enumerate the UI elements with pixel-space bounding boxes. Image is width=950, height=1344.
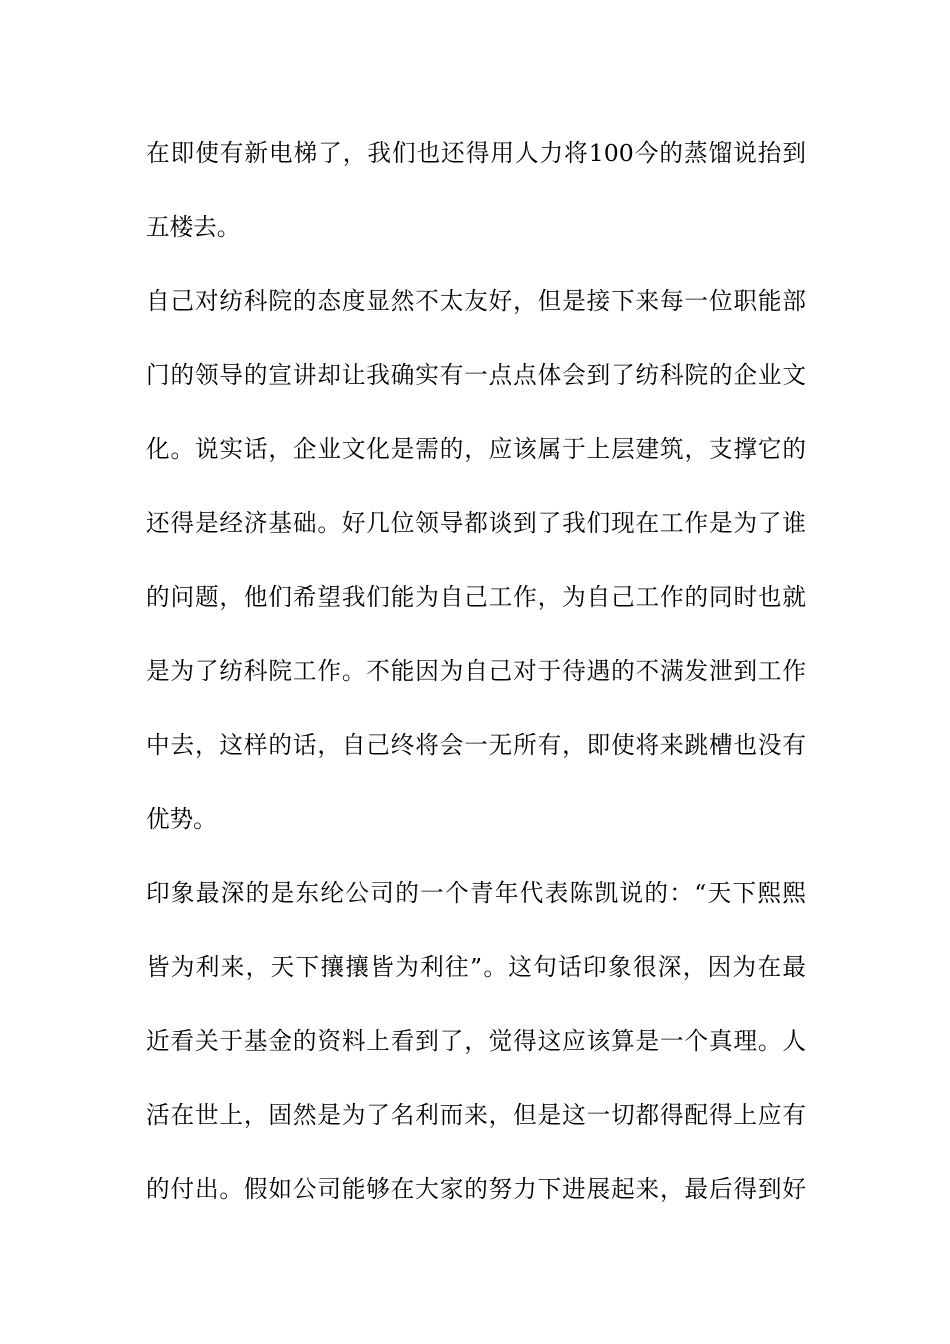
text-line: 是为了纺科院工作。不能因为自己对于待遇的不满发泄到工作 <box>146 657 806 685</box>
text-line: 优势。 <box>146 805 217 833</box>
text-line: 活在世上，固然是为了名利而来，但是这一切都得配得上应有 <box>146 1101 806 1129</box>
text-line: 自己对纺科院的态度显然不太友好，但是接下来每一位职能部 <box>146 287 806 315</box>
text-line: 化。说实话，企业文化是需的，应该属于上层建筑，支撑它的 <box>146 435 806 463</box>
text-line: 五楼去。 <box>146 213 241 241</box>
text-line: 的付出。假如公司能够在大家的努力下进展起来，最后得到好 <box>146 1175 806 1203</box>
text-line: 中去，这样的话，自己终将会一无所有，即使将来跳槽也没有 <box>146 731 806 759</box>
text-line: 在即使有新电梯了，我们也还得用人力将100今的蒸馏说抬到 <box>146 139 806 167</box>
text-line: 近看关于基金的资料上看到了，觉得这应该算是一个真理。人 <box>146 1027 806 1055</box>
text-line: 还得是经济基础。好几位领导都谈到了我们现在工作是为了谁 <box>146 509 806 537</box>
text-line: 皆为利来，天下攘攘皆为利往”。这句话印象很深，因为在最 <box>146 953 806 981</box>
text-line: 的问题，他们希望我们能为自己工作，为自己工作的同时也就 <box>146 583 806 611</box>
text-line: 门的领导的宣讲却让我确实有一点点体会到了纺科院的企业文 <box>146 361 806 389</box>
text-line: 印象最深的是东纶公司的一个青年代表陈凯说的：“天下熙熙 <box>146 879 806 907</box>
